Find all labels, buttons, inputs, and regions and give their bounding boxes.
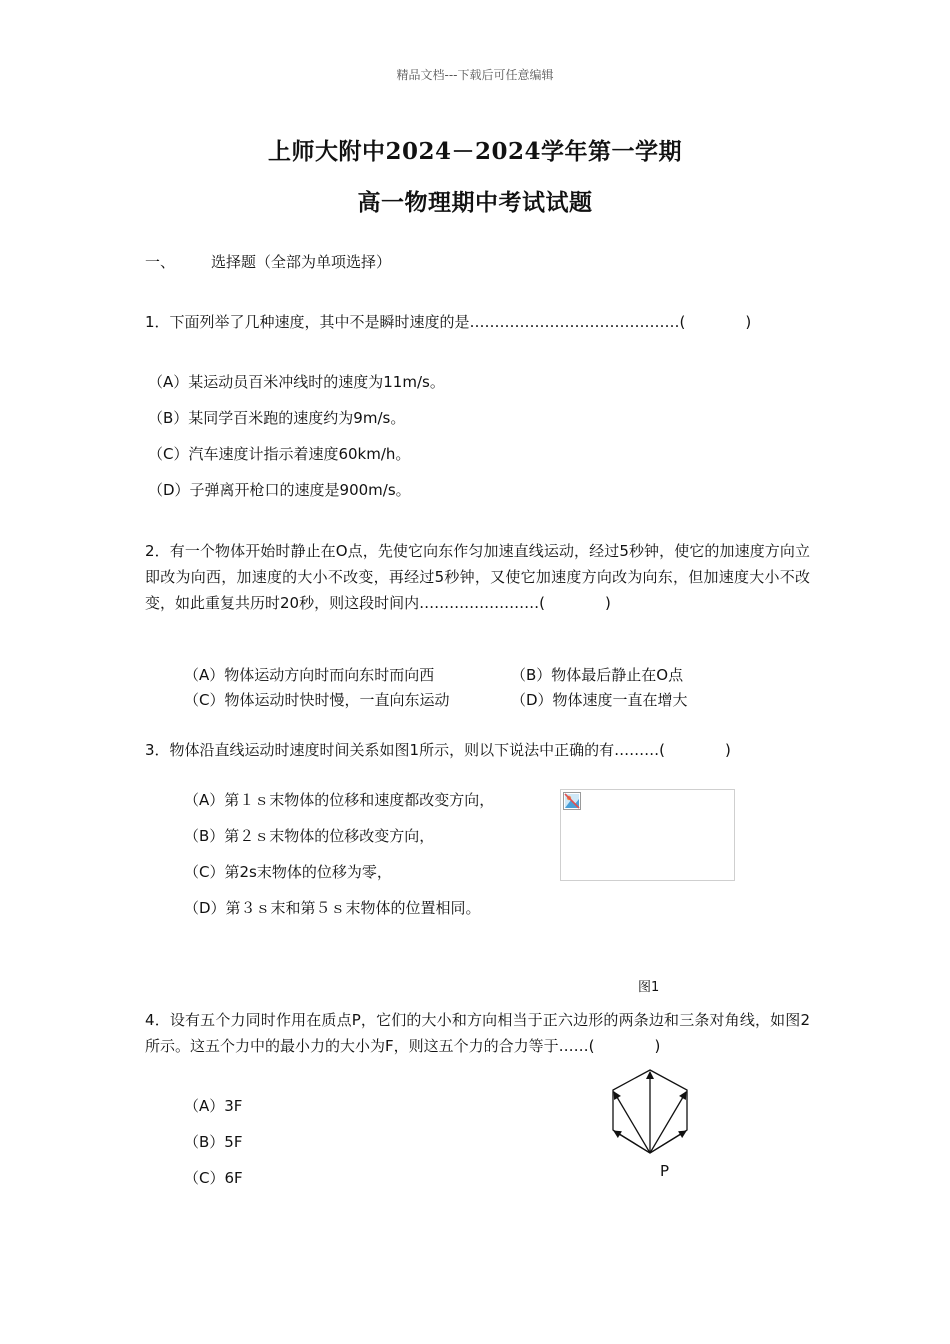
figure-1-image-placeholder [560, 789, 735, 881]
section-number: 一、 [145, 253, 176, 271]
q3-option-a: （A）第１ｓ末物体的位移和速度都改变方向， [184, 791, 495, 809]
exam-subtitle: 高一物理期中考试试题 [357, 189, 593, 216]
q2-option-b: （B）物体最后静止在O点 [511, 666, 684, 684]
q2-option-d: （D）物体速度一直在增大 [511, 691, 688, 709]
q3-option-d: （D）第３ｓ末和第５ｓ末物体的位置相同。 [184, 899, 481, 917]
q3-option-c: （C）第2s末物体的位移为零， [184, 863, 392, 881]
q4-option-a: （A）3F [184, 1097, 243, 1115]
broken-image-icon [563, 792, 581, 810]
header-note: 精品文档---下载后可任意编辑 [396, 68, 554, 82]
q3-stem: 3．物体沿直线运动时速度时间关系如图1所示，则以下说法中正确的有………( ) [145, 741, 731, 759]
q2-option-c: （C）物体运动时快时慢，一直向东运动 [184, 691, 450, 709]
q4-option-c: （C）6F [184, 1169, 243, 1187]
force-arrow-diagonal-right [650, 1092, 686, 1153]
q1-option-b: （B）某同学百米跑的速度约为9m/s。 [148, 409, 406, 427]
q4-stem: 4．设有五个力同时作用在质点P，它们的大小和方向相当于正六边形的两条边和三条对角线，如图2所示。这五个力中的最小力的大小为F，则这五个力的合力等于……( ) [145, 1011, 810, 1055]
q2-option-a: （A）物体运动方向时而向东时而向西 [184, 666, 435, 684]
force-arrow-side-right [650, 1131, 686, 1153]
q1-option-a: （A）某运动员百米冲线时的速度为11m/s。 [148, 373, 445, 391]
q2-stem: 2．有一个物体开始时静止在O点，先使它向东作匀加速直线运动，经过5秒钟，使它的加速度方向立即改为向西，加速度的大小不改变，再经过5秒钟，又使它加速度方向改为向东，但加速度大小不改变，如此重复共历时20秒，则这段时间内……………………( ) [145, 542, 810, 612]
q4-option-b: （B）5F [184, 1133, 243, 1151]
q1-stem: 1．下面列举了几种速度，其中不是瞬时速度的是……………………………………( ) [145, 313, 752, 331]
figure-2-hexagon-forces [605, 1065, 700, 1161]
q3-option-b: （B）第２ｓ末物体的位移改变方向， [184, 827, 435, 845]
force-arrow-side-left [614, 1131, 650, 1153]
q1-option-c: （C）汽车速度计指示着速度60km/h。 [148, 445, 411, 463]
point-p-label: P [660, 1162, 670, 1180]
section-label: 选择题（全部为单项选择） [211, 253, 392, 271]
force-arrow-diagonal-left [614, 1092, 650, 1153]
q1-option-d: （D）子弹离开枪口的速度是900m/s。 [148, 481, 411, 499]
figure-1-caption: 图1 [638, 980, 660, 995]
exam-title: 上师大附中2024－2024学年第一学期 [267, 138, 683, 165]
